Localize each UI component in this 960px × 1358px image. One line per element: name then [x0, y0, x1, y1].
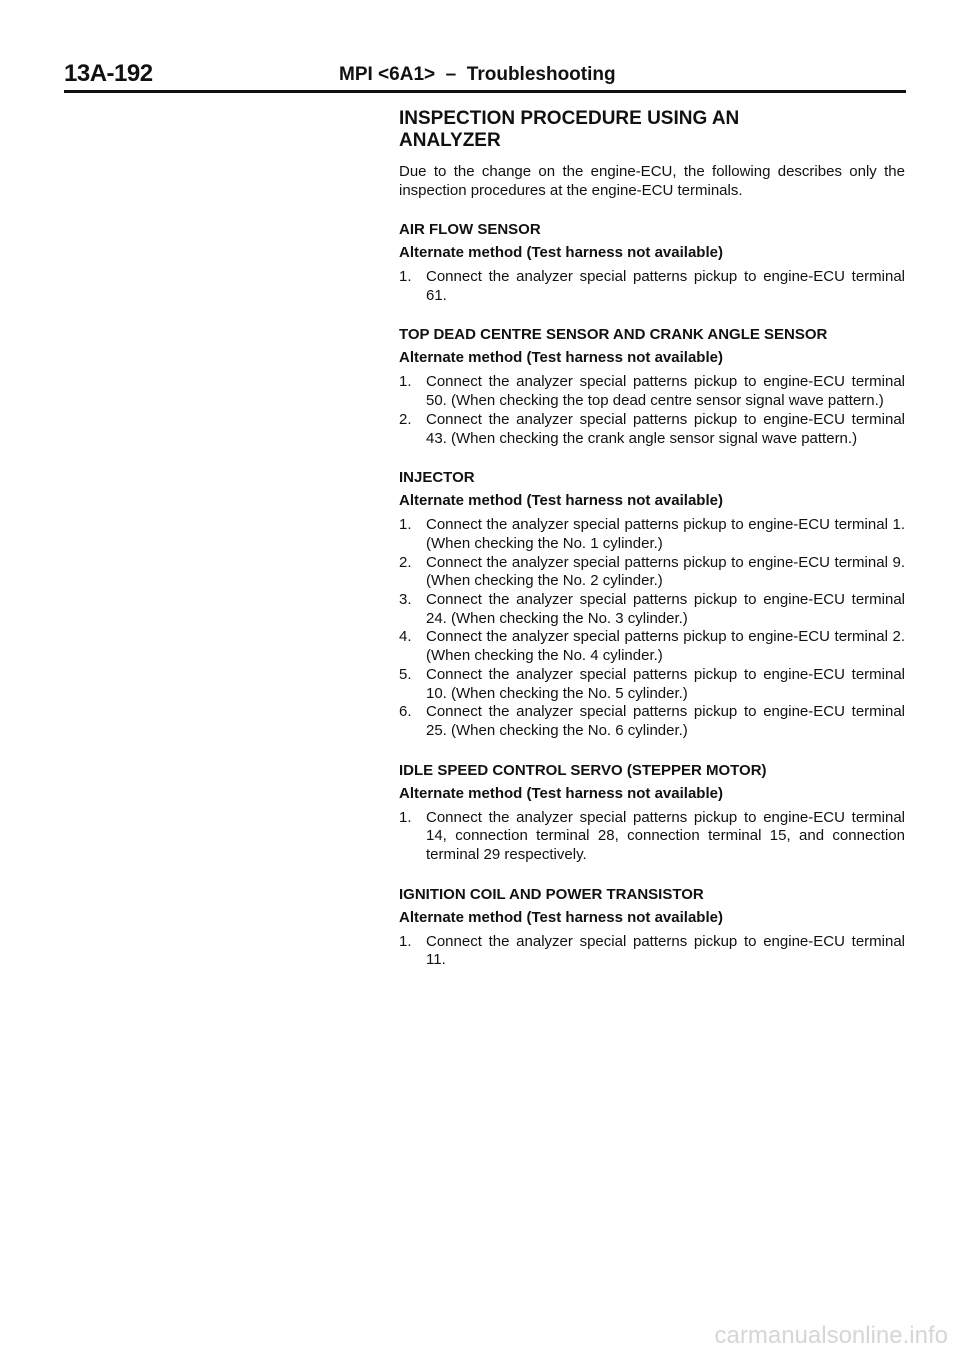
step-text: Connect the analyzer special patterns pickup to engine-ECU terminal 24. (When checking the No. 3 cylinder.) [426, 591, 905, 627]
step-text: Connect the analyzer special patterns pickup to engine-ECU terminal 50. (When checking the top dead centre sensor signal wave pattern.) [426, 373, 905, 410]
step-item [399, 554, 905, 591]
step-item [399, 628, 905, 665]
step-text: Connect the analyzer special patterns pickup to engine-ECU terminal 25. (When checking the No. 6 cylinder.) [426, 703, 905, 739]
step-list [399, 809, 905, 865]
section-air-flow-sensor [399, 220, 905, 305]
method-label: Alternate method (Test harness not available) [399, 908, 723, 926]
step-text: Connect the analyzer special patterns pickup to engine-ECU terminal 61. [426, 268, 905, 304]
step-number: 1. [399, 932, 412, 950]
step-list [399, 373, 905, 448]
main-content [399, 108, 905, 990]
section-heading: IGNITION COIL AND POWER TRANSISTOR [399, 885, 704, 903]
step-item [399, 933, 905, 970]
step-number: 1. [399, 268, 412, 285]
page-header [64, 58, 906, 90]
step-list [399, 268, 905, 305]
method-label: Alternate method (Test harness not available) [399, 244, 723, 261]
step-number: 6. [399, 703, 412, 721]
step-text: Connect the analyzer special patterns pickup to engine-ECU terminal 14, connection terminal 28, connection terminal 15, and connection terminal 29 respectively. [426, 808, 905, 864]
intro-paragraph: Due to the change on the engine-ECU, the following describes only the inspection procedures at the engine-ECU terminals. [399, 163, 905, 199]
step-text: Connect the analyzer special patterns pickup to engine-ECU terminal 2. (When checking the No. 4 cylinder.) [426, 628, 905, 665]
method-label: Alternate method (Test harness not available) [399, 349, 723, 367]
watermark: carmanualsonline.info [714, 1322, 948, 1349]
step-text: Connect the analyzer special patterns pickup to engine-ECU terminal 9. (When checking the No. 2 cylinder.) [426, 553, 905, 590]
section-title: MPI <6A1> – Troubleshooting [339, 64, 616, 85]
step-number: 1. [399, 516, 412, 534]
step-item [399, 516, 905, 553]
step-item [399, 373, 905, 410]
section-heading: INJECTOR [399, 469, 475, 487]
method-label: Alternate method (Test harness not available) [399, 784, 723, 802]
step-number: 1. [399, 373, 412, 391]
section-tdc-crank-angle-sensor [399, 325, 905, 448]
step-item [399, 666, 905, 703]
method-label: Alternate method (Test harness not available) [399, 492, 723, 510]
step-number: 3. [399, 591, 412, 609]
step-item [399, 809, 905, 865]
header-rule [64, 90, 906, 93]
step-number: 4. [399, 628, 412, 646]
step-number: 2. [399, 553, 412, 571]
step-number: 2. [399, 410, 412, 428]
step-item [399, 591, 905, 628]
section-heading: TOP DEAD CENTRE SENSOR AND CRANK ANGLE SENSOR [399, 326, 828, 344]
section-idle-speed-control-servo [399, 761, 905, 865]
section-heading: AIR FLOW SENSOR [399, 221, 541, 238]
step-number: 5. [399, 665, 412, 683]
step-item [399, 268, 905, 305]
step-number: 1. [399, 808, 412, 826]
document-title: INSPECTION PROCEDURE USING AN ANALYZER [399, 108, 740, 151]
step-text: Connect the analyzer special patterns pickup to engine-ECU terminal 11. [426, 932, 905, 969]
page-number: 13A-192 [64, 60, 153, 87]
section-heading: IDLE SPEED CONTROL SERVO (STEPPER MOTOR) [399, 761, 767, 779]
step-text: Connect the analyzer special patterns pickup to engine-ECU terminal 43. (When checking the crank angle sensor signal wave pattern.) [426, 410, 905, 447]
step-list [399, 516, 905, 740]
step-list [399, 933, 905, 970]
step-text: Connect the analyzer special patterns pickup to engine-ECU terminal 1. (When checking the No. 1 cylinder.) [426, 516, 905, 552]
step-item [399, 703, 905, 740]
section-ignition-coil-power-transistor [399, 885, 905, 970]
step-text: Connect the analyzer special patterns pickup to engine-ECU terminal 10. (When checking the No. 5 cylinder.) [426, 665, 905, 702]
step-item [399, 411, 905, 448]
section-injector [399, 468, 905, 740]
